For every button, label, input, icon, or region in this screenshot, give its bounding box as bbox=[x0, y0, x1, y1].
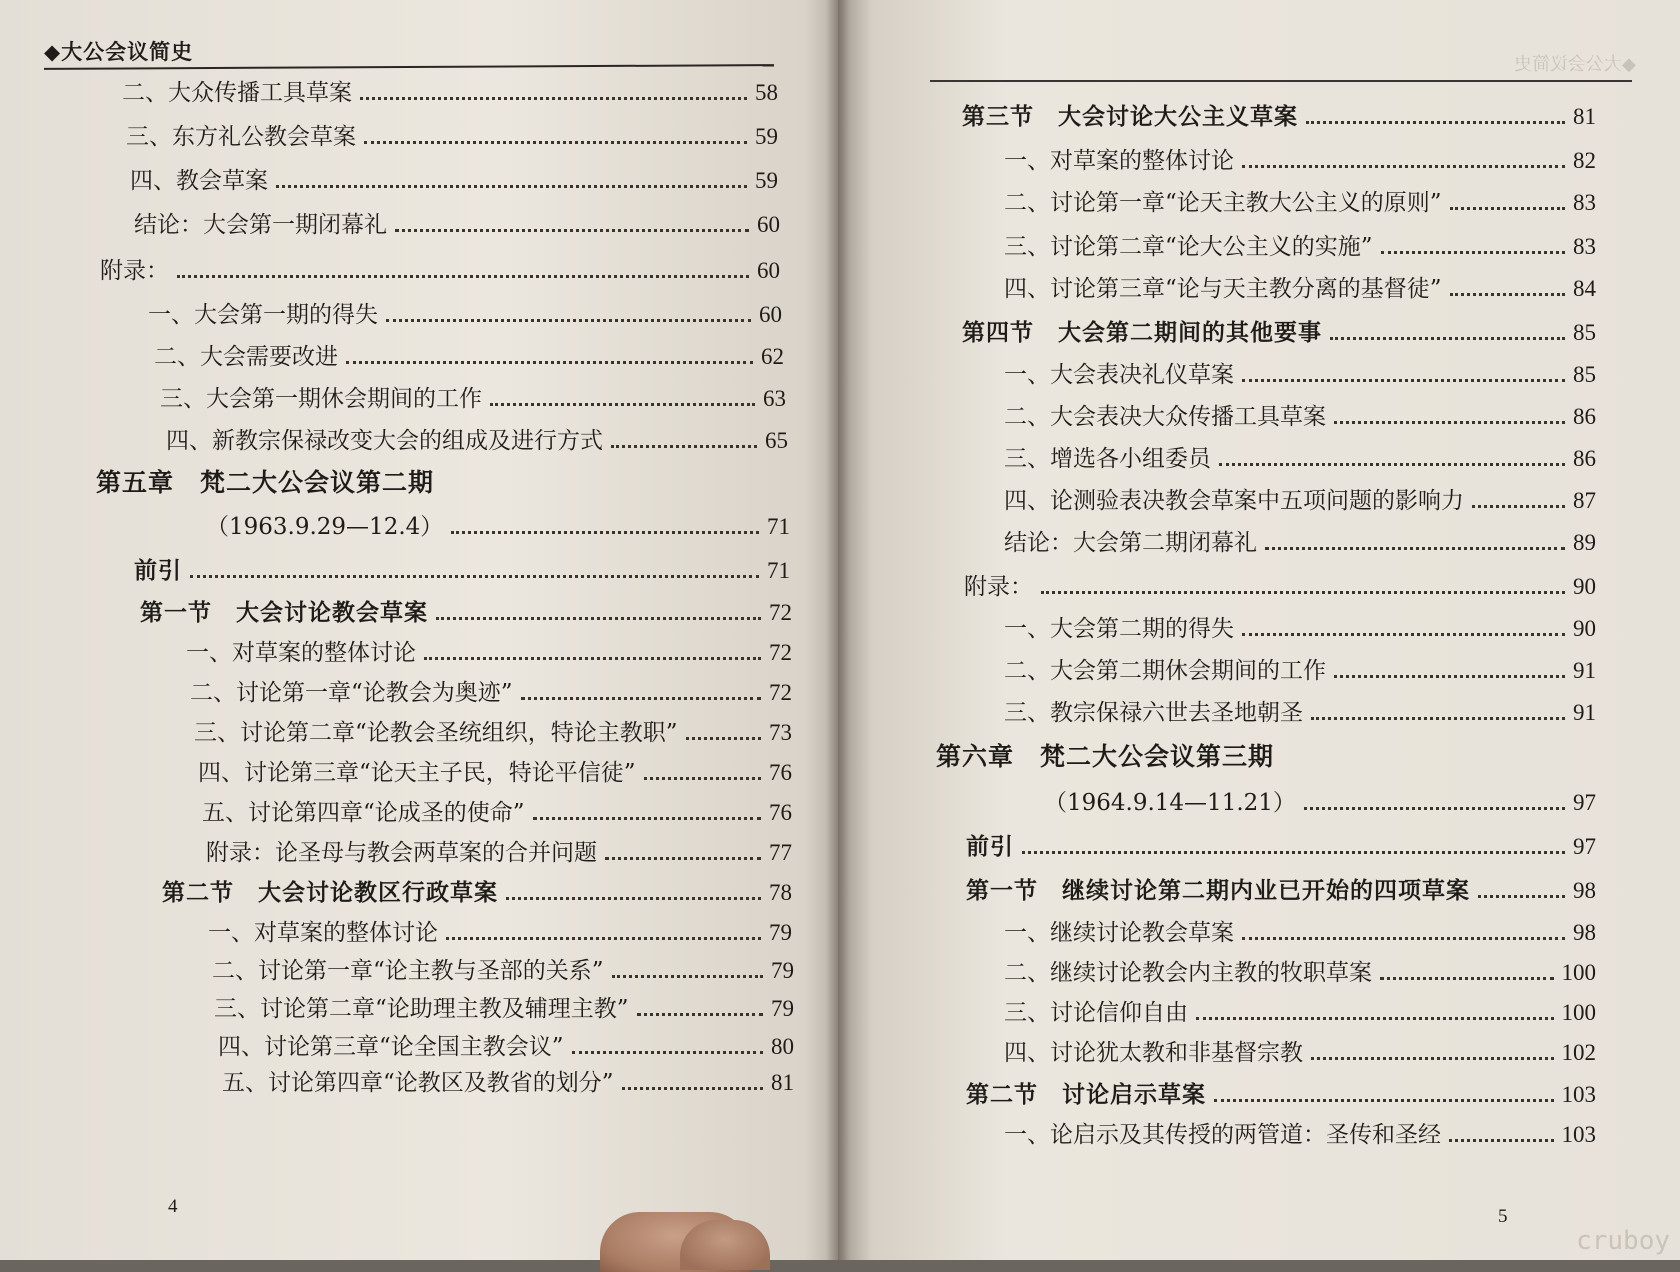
toc-entry: 前引 71 bbox=[134, 557, 790, 584]
right-page bbox=[838, 0, 1680, 1260]
toc-entry: 四、论测验表决教会草案中五项问题的影响力 87 bbox=[1004, 488, 1596, 514]
toc-entry: 二、讨论第一章“论主教与圣部的关系” 79 bbox=[212, 958, 794, 984]
toc-entry: 三、讨论第二章“论助理主教及辅理主教” 79 bbox=[214, 996, 794, 1022]
page-number: 5 bbox=[1498, 1206, 1508, 1227]
section-heading: 第一节 继续讨论第二期内业已开始的四项草案 98 bbox=[966, 877, 1596, 904]
toc-entry: 四、新教宗保禄改变大会的组成及进行方式 65 bbox=[166, 428, 788, 454]
toc-entry: 附录：论圣母与教会两草案的合并问题 77 bbox=[206, 840, 792, 866]
left-page bbox=[0, 0, 838, 1260]
toc-entry: 二、大会第二期休会期间的工作 91 bbox=[1004, 658, 1596, 684]
section-heading: 第二节 大会讨论教区行政草案 78 bbox=[162, 879, 792, 906]
toc-entry: 附录： 90 bbox=[964, 574, 1596, 600]
section-heading: 第三节 大会讨论大公主义草案 81 bbox=[962, 103, 1596, 130]
toc-entry: 二、大会需要改进 62 bbox=[154, 344, 784, 370]
finger-holding-book bbox=[680, 1220, 770, 1270]
toc-entry: 附录： 60 bbox=[100, 258, 780, 284]
toc-entry: 一、对草案的整体讨论 82 bbox=[1004, 148, 1596, 174]
toc-entry: 二、讨论第一章“论天主教大公主义的原则” 83 bbox=[1004, 190, 1596, 216]
show-through-running-head: ◆大公会议简史 bbox=[1514, 54, 1636, 75]
toc-entry: 一、继续讨论教会草案 98 bbox=[1004, 920, 1596, 946]
section-heading: 第二节 讨论启示草案 103 bbox=[966, 1081, 1596, 1108]
toc-left bbox=[0, 0, 838, 1260]
toc-entry: （1964.9.14—11.21） 97 bbox=[1044, 790, 1596, 816]
running-head: ◆大公会议简史 bbox=[44, 39, 194, 64]
toc-entry: 五、讨论第四章“论成圣的使命” 76 bbox=[202, 800, 792, 826]
watermark-text: cruboy bbox=[1576, 1226, 1670, 1256]
toc-entry: 三、讨论信仰自由 100 bbox=[1004, 1000, 1596, 1026]
toc-entry: 二、继续讨论教会内主教的牧职草案 100 bbox=[1004, 960, 1596, 986]
toc-entry: 二、讨论第一章“论教会为奥迹” 72 bbox=[190, 680, 792, 706]
toc-entry: 五、讨论第四章“论教区及教省的划分” 81 bbox=[222, 1070, 794, 1096]
toc-entry: 一、论启示及其传授的两管道：圣传和圣经 103 bbox=[1004, 1122, 1596, 1148]
section-heading: 第四节 大会第二期间的其他要事 85 bbox=[962, 319, 1596, 346]
toc-right bbox=[838, 0, 1680, 1260]
toc-entry: 三、讨论第二章“论教会圣统组织，特论主教职” 73 bbox=[194, 720, 792, 746]
chapter-heading: 第五章 梵二大公会议第二期 bbox=[96, 468, 435, 497]
toc-entry: 二、大会表决大众传播工具草案 86 bbox=[1004, 404, 1596, 430]
book-gutter bbox=[826, 0, 850, 1260]
toc-entry: 一、对草案的整体讨论 72 bbox=[186, 640, 792, 666]
toc-entry: 四、讨论第三章“论全国主教会议” 80 bbox=[218, 1034, 794, 1060]
toc-entry: 结论：大会第二期闭幕礼 89 bbox=[1004, 530, 1596, 556]
toc-entry: 三、东方礼公教会草案 59 bbox=[126, 124, 778, 150]
toc-entry: 四、教会草案 59 bbox=[130, 168, 778, 194]
toc-entry: 一、对草案的整体讨论 79 bbox=[208, 920, 792, 946]
toc-entry: 一、大会第二期的得失 90 bbox=[1004, 616, 1596, 642]
toc-entry: 二、大众传播工具草案 58 bbox=[122, 80, 778, 106]
page-number: 4 bbox=[168, 1196, 178, 1217]
toc-entry: 一、大会表决礼仪草案 85 bbox=[1004, 362, 1596, 388]
chapter-heading: 第六章 梵二大公会议第三期 bbox=[936, 742, 1275, 771]
toc-entry: 四、讨论第三章“论天主子民，特论平信徒” 76 bbox=[198, 760, 792, 786]
toc-entry: 三、增选各小组委员 86 bbox=[1004, 446, 1596, 472]
toc-entry: （1963.9.29—12.4） 71 bbox=[206, 514, 790, 540]
toc-entry: 三、教宗保禄六世去圣地朝圣 91 bbox=[1004, 700, 1596, 726]
toc-entry: 前引 97 bbox=[966, 833, 1596, 860]
toc-entry: 四、讨论犹太教和非基督宗教 102 bbox=[1004, 1040, 1596, 1066]
toc-entry: 三、大会第一期休会期间的工作 63 bbox=[160, 386, 786, 412]
toc-entry: 四、讨论第三章“论与天主教分离的基督徒” 84 bbox=[1004, 276, 1596, 302]
section-heading: 第一节 大会讨论教会草案 72 bbox=[140, 599, 792, 626]
toc-entry: 结论：大会第一期闭幕礼 60 bbox=[134, 212, 780, 238]
toc-entry: 三、讨论第二章“论大公主义的实施” 83 bbox=[1004, 234, 1596, 260]
toc-entry: 一、大会第一期的得失 60 bbox=[148, 302, 782, 328]
